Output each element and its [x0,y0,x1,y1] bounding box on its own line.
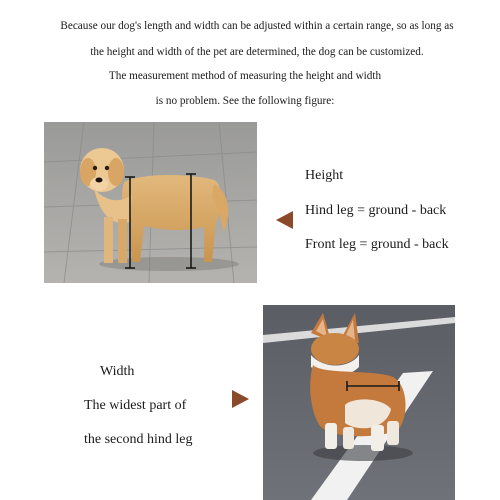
arrow-right-icon [232,390,249,408]
width-line-2: the second hind leg [84,432,193,447]
intro-line-4: is no problem. See the following figure: [155,95,335,107]
intro-line-3: The measurement method of measuring the height and width [108,70,382,82]
intro-line-2: the height and width of the pet are determined, the dog can be customized. [90,46,424,58]
height-title: Height [305,168,344,183]
hind-leg-formula: Hind leg = ground - back [305,203,447,218]
front-leg-formula: Front leg = ground - back [305,237,449,252]
golden-retriever-photo [44,122,257,283]
arrow-left-icon [276,211,293,229]
golden-retriever-image [44,122,257,283]
intro-line-1: Because our dog's length and width can be adjusted within a certain range, so as long as [60,20,454,32]
width-title: Width [100,364,135,379]
corgi-image [263,305,455,500]
corgi-photo [263,305,455,500]
width-line-1: The widest part of [84,398,187,413]
